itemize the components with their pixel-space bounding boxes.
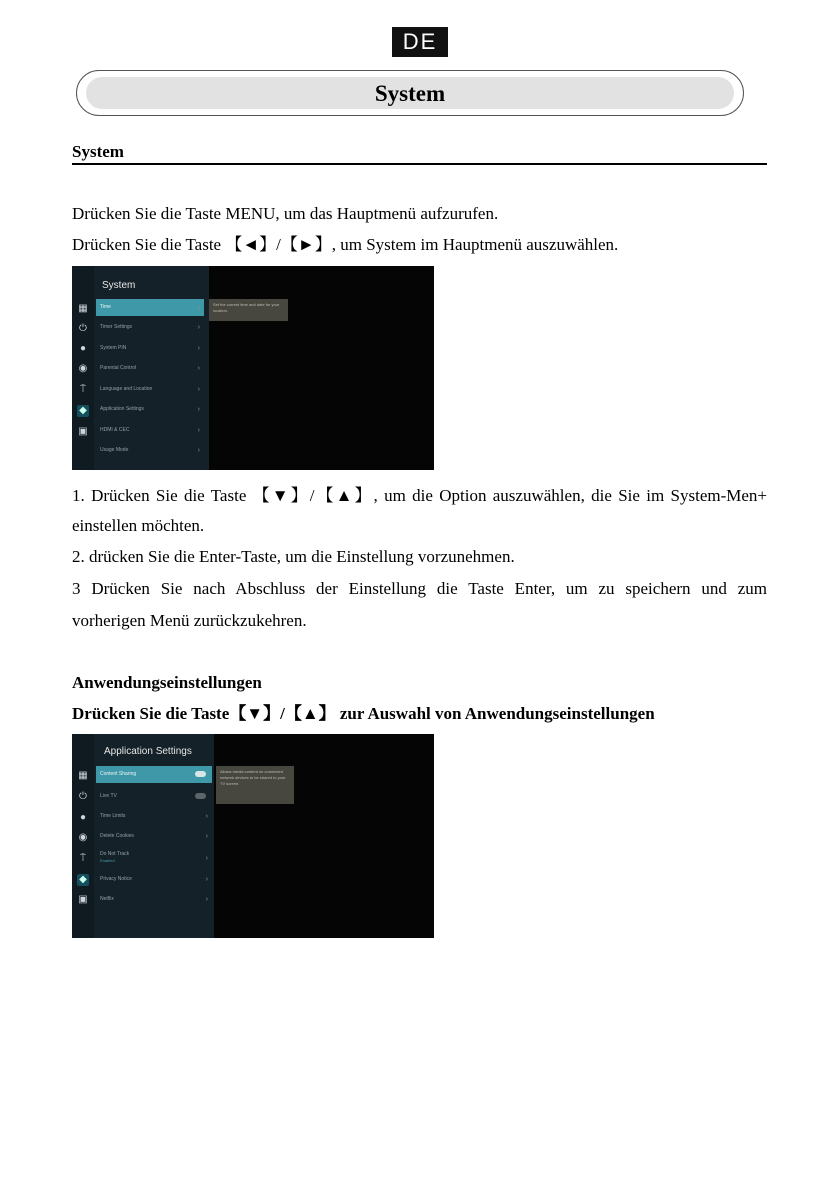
antenna-icon: ⍑ — [80, 853, 86, 864]
chapter-banner — [76, 70, 744, 116]
tv-menu-item-label: HDMI & CEC — [100, 427, 130, 433]
tv-menu-item — [96, 422, 204, 439]
tv-menu-item-label: Timer Settings — [100, 324, 133, 330]
chevron-right-icon: › — [197, 386, 200, 393]
tv-icon-rail — [72, 266, 94, 470]
tv-menu-item — [96, 891, 212, 908]
tv-menu-item-label: Live TV — [100, 793, 117, 799]
tv-menu-item-label: Time — [100, 304, 111, 310]
tv-menu-item — [96, 360, 204, 377]
paragraph-step-1: 1. Drücken Sie die Taste 【▼】/【▲】, um die Option auszuwählen, die Sie im System-Men+ — [72, 486, 767, 505]
paragraph-select-system: Drücken Sie die Taste 【◄】/【►】, um System im Hauptmenü auszuwählen. — [72, 235, 619, 254]
tv-icon: ▣ — [78, 894, 88, 905]
paragraph-step-3: 3 Drücken Sie nach Abschluss der Einstellung die Taste Enter, um zu speichern und zum — [72, 579, 767, 598]
tv-menu-item-label: Netflix — [100, 896, 114, 902]
power-icon: ⏻ — [79, 323, 87, 334]
tv-menu-item-label: Usage Mode — [100, 447, 129, 453]
antenna-icon: ⍑ — [80, 384, 86, 395]
tv-menu-title: Application Settings — [104, 746, 192, 757]
tv-menu-item — [96, 871, 212, 888]
system-menu-screenshot — [72, 266, 434, 470]
tv-menu-item-label: Privacy Notice — [100, 876, 132, 882]
chevron-right-icon: › — [197, 406, 200, 413]
tv-tooltip: Set the current time and date for your location. — [209, 299, 288, 321]
globe-icon: ● — [79, 812, 87, 823]
tv-menu-item — [96, 442, 204, 459]
paragraph-step-1-cont: einstellen möchten. — [72, 516, 205, 535]
tv-menu-title: System — [102, 280, 136, 291]
app-settings-instruction: Drücken Sie die Taste【▼】/【▲】 zur Auswahl von Anwendungseinstellungen — [72, 704, 655, 723]
tv-menu-item — [96, 340, 204, 357]
system-icon: ◆ — [77, 874, 89, 886]
tv-icon-rail — [72, 734, 94, 938]
chevron-right-icon: › — [197, 427, 200, 434]
chevron-right-icon: › — [205, 833, 208, 840]
paragraph-step-2: 2. drücken Sie die Enter-Taste, um die Einstellung vorzunehmen. — [72, 547, 515, 566]
tv-menu-item — [96, 808, 212, 825]
tv-menu-item — [96, 848, 212, 870]
tv-icon: ▣ — [78, 426, 88, 437]
picture-icon: ▦ — [78, 303, 88, 314]
tv-menu-item — [96, 788, 212, 805]
paragraph-step-3-cont: vorherigen Menü zurückzukehren. — [72, 611, 307, 630]
chevron-right-icon: › — [197, 365, 200, 372]
tv-tooltip: Allows media content on connected network devices to be shared to your TV screen. — [216, 766, 294, 804]
tv-menu-item-label: System PIN — [100, 345, 127, 351]
application-settings-screenshot — [72, 734, 434, 938]
chevron-right-icon: › — [205, 855, 208, 862]
tv-menu-item — [96, 766, 212, 783]
chevron-right-icon: › — [197, 447, 200, 454]
tv-menu-item — [96, 401, 204, 418]
app-settings-heading: Anwendungseinstellungen — [72, 673, 262, 692]
globe-icon: ● — [79, 343, 87, 354]
tv-menu-item-label: Delete Cookies — [100, 833, 134, 839]
toggle-switch-icon — [195, 771, 206, 777]
tv-menu-item — [96, 381, 204, 398]
tv-menu-item-label: Do Not Track — [100, 851, 130, 857]
tv-menu-item-label: Application Settings — [100, 406, 144, 412]
language-badge: DE — [392, 27, 448, 57]
tv-menu-item — [96, 828, 212, 845]
sound-icon: ◉ — [78, 832, 88, 843]
power-icon: ⏻ — [79, 791, 87, 802]
chevron-right-icon: › — [197, 324, 200, 331]
paragraph-open-menu: Drücken Sie die Taste MENU, um das Hauptmenü aufzurufen. — [72, 204, 499, 223]
chevron-right-icon: › — [205, 876, 208, 883]
toggle-switch-icon — [195, 793, 206, 799]
tv-menu-item-label: Language and Location — [100, 386, 153, 392]
sound-icon: ◉ — [78, 363, 88, 374]
chevron-right-icon: › — [197, 345, 200, 352]
tv-menu-item — [96, 299, 204, 316]
system-icon: ◆ — [77, 405, 89, 417]
chevron-right-icon: › — [205, 896, 208, 903]
tv-menu-item-sublabel: Enabled — [100, 858, 115, 863]
tv-menu-item — [96, 319, 204, 336]
picture-icon: ▦ — [78, 770, 88, 781]
tv-menu-item-label: Content Sharing — [100, 771, 137, 777]
tv-menu-item-label: Time Limits — [100, 813, 126, 819]
chapter-banner-title: System — [86, 77, 734, 109]
tv-menu-item-label: Parental Control — [100, 365, 137, 371]
section-title: System — [72, 142, 767, 165]
chevron-right-icon: › — [205, 813, 208, 820]
chevron-right-icon: › — [197, 304, 200, 311]
